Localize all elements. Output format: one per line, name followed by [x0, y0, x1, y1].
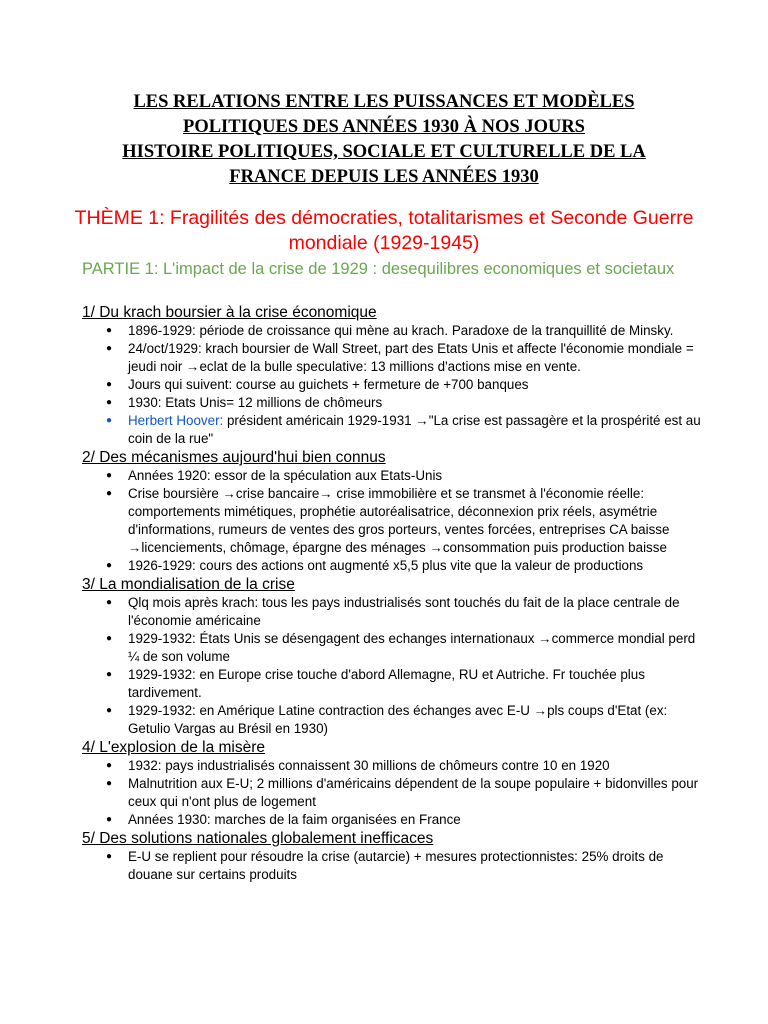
bullet-list [82, 848, 702, 884]
list-item [106, 322, 702, 340]
section [82, 738, 702, 829]
list-item [106, 467, 702, 485]
section [82, 448, 702, 575]
list-item-text: Malnutrition aux E-U; 2 millions d'américains dépendent de la soupe populaire + bidonvilles pour ceux qui n'ont plus de logement [128, 776, 699, 809]
section-heading: 3/ La mondialisation de la crise [82, 576, 295, 593]
bullet-icon: ● [106, 415, 113, 426]
list-item [106, 702, 702, 738]
list-item-text: 1930: Etats Unis= 12 millions de chômeurs [128, 395, 383, 410]
bullet-icon: ● [106, 397, 113, 408]
bullet-icon: ● [106, 597, 113, 608]
section-heading: 2/ Des mécanismes aujourd'hui bien connus [82, 449, 386, 466]
document-title [60, 90, 708, 190]
bullet-list [82, 757, 702, 829]
list-item [106, 811, 702, 829]
list-item-text: Jours qui suivent: course au guichets + fermeture de +700 banques [128, 377, 529, 392]
list-item-text: 1929-1932: en Europe crise touche d'abord Allemagne, RU et Autriche. Fr touchée plus tardivement. [128, 667, 645, 700]
bullet-icon: ● [106, 343, 113, 354]
list-item [106, 630, 702, 666]
list-item-text: président américain 1929-1931 →"La crise est passagère et la prospérité est au coin de la rue" [128, 413, 701, 446]
section [82, 829, 702, 884]
title-line: POLITIQUES DES ANNÉES 1930 À NOS JOURS [183, 117, 585, 137]
list-item [106, 376, 702, 394]
list-item-text: 1929-1932: en Amérique Latine contraction des échanges avec E-U →pls coups d'Etat (ex: Getulio Vargas au Brésil en 1930) [128, 703, 668, 736]
section-heading: 1/ Du krach boursier à la crise économique [82, 304, 377, 321]
title-line: HISTOIRE POLITIQUES, SOCIALE ET CULTURELLE DE LA [122, 142, 646, 162]
bullet-icon: ● [106, 633, 113, 644]
list-item-text: 1926-1929: cours des actions ont augmenté x5,5 plus vite que la valeur de productions [128, 558, 644, 573]
list-item [106, 485, 702, 557]
list-item [106, 340, 702, 376]
list-item [106, 394, 702, 412]
theme-heading: THÈME 1: Fragilités des démocraties, totalitarismes et Seconde Guerre mondiale (1929-1945) [74, 207, 694, 254]
list-item-text: 1932: pays industrialisés connaissent 30 millions de chômeurs contre 10 en 1920 [128, 758, 610, 773]
list-item-text: Années 1930: marches de la faim organisées en France [128, 812, 461, 827]
list-item [106, 848, 702, 884]
bullet-icon: ● [106, 470, 113, 481]
list-item-text: 1896-1929: période de croissance qui mène au krach. Paradoxe de la tranquillité de Minsky. [128, 323, 674, 338]
bullet-icon: ● [106, 560, 113, 571]
section-heading: 4/ L'explosion de la misère [82, 739, 266, 756]
bullet-icon: ● [106, 379, 113, 390]
bullet-list [82, 594, 702, 738]
list-item-text: Qlq mois après krach: tous les pays industrialisés sont touchés du fait de la place centrale de l'économie américaine [128, 595, 680, 628]
list-item-text: 1929-1932: États Unis se désengagent des echanges internationaux →commerce mondial perd ¼ de son volume [128, 631, 696, 664]
bullet-icon: ● [106, 669, 113, 680]
bullet-icon: ● [106, 760, 113, 771]
person-name: Herbert Hoover: [128, 413, 224, 428]
bullet-icon: ● [106, 814, 113, 825]
bullet-icon: ● [106, 488, 113, 499]
list-item [106, 594, 702, 630]
bullet-list [82, 322, 702, 448]
section [82, 303, 702, 448]
bullet-icon: ● [106, 778, 113, 789]
list-item [106, 666, 702, 702]
sections-container [82, 303, 702, 884]
list-item-text: E-U se replient pour résoudre la crise (autarcie) + mesures protectionnistes: 25% droits de douane sur certains produits [128, 849, 664, 882]
bullet-icon: ● [106, 851, 113, 862]
list-item [106, 757, 702, 775]
section-heading: 5/ Des solutions nationales globalement inefficaces [82, 830, 434, 847]
list-item [106, 412, 702, 448]
title-line: FRANCE DEPUIS LES ANNÉES 1930 [229, 167, 539, 187]
partie-heading: PARTIE 1: L'impact de la crise de 1929 : desequilibres economiques et societaux [82, 260, 675, 278]
list-item-text: Crise boursière →crise bancaire→ crise immobilière et se transmet à l'économie réelle: comportements mimétiques, prophétie autoréalisatrice, déconnexion prix réels, asymétrie d'informations, rumeurs de ventes des gros porteurs, ventes forcées, entreprises CA baisse →licenciements, chômage, épargne des ménages →consommation puis production baisse [128, 486, 670, 555]
section [82, 575, 702, 738]
list-item [106, 557, 702, 575]
list-item-text: Années 1920: essor de la spéculation aux Etats-Unis [128, 468, 443, 483]
bullet-list [82, 467, 702, 575]
list-item [106, 775, 702, 811]
title-line: LES RELATIONS ENTRE LES PUISSANCES ET MODÈLES [133, 92, 635, 112]
list-item-text: 24/oct/1929: krach boursier de Wall Street, part des Etats Unis et affecte l'économie mondiale = jeudi noir →eclat de la bulle speculative: 13 millions d'actions mise en vente. [128, 341, 694, 374]
bullet-icon: ● [106, 325, 113, 336]
bullet-icon: ● [106, 705, 113, 716]
